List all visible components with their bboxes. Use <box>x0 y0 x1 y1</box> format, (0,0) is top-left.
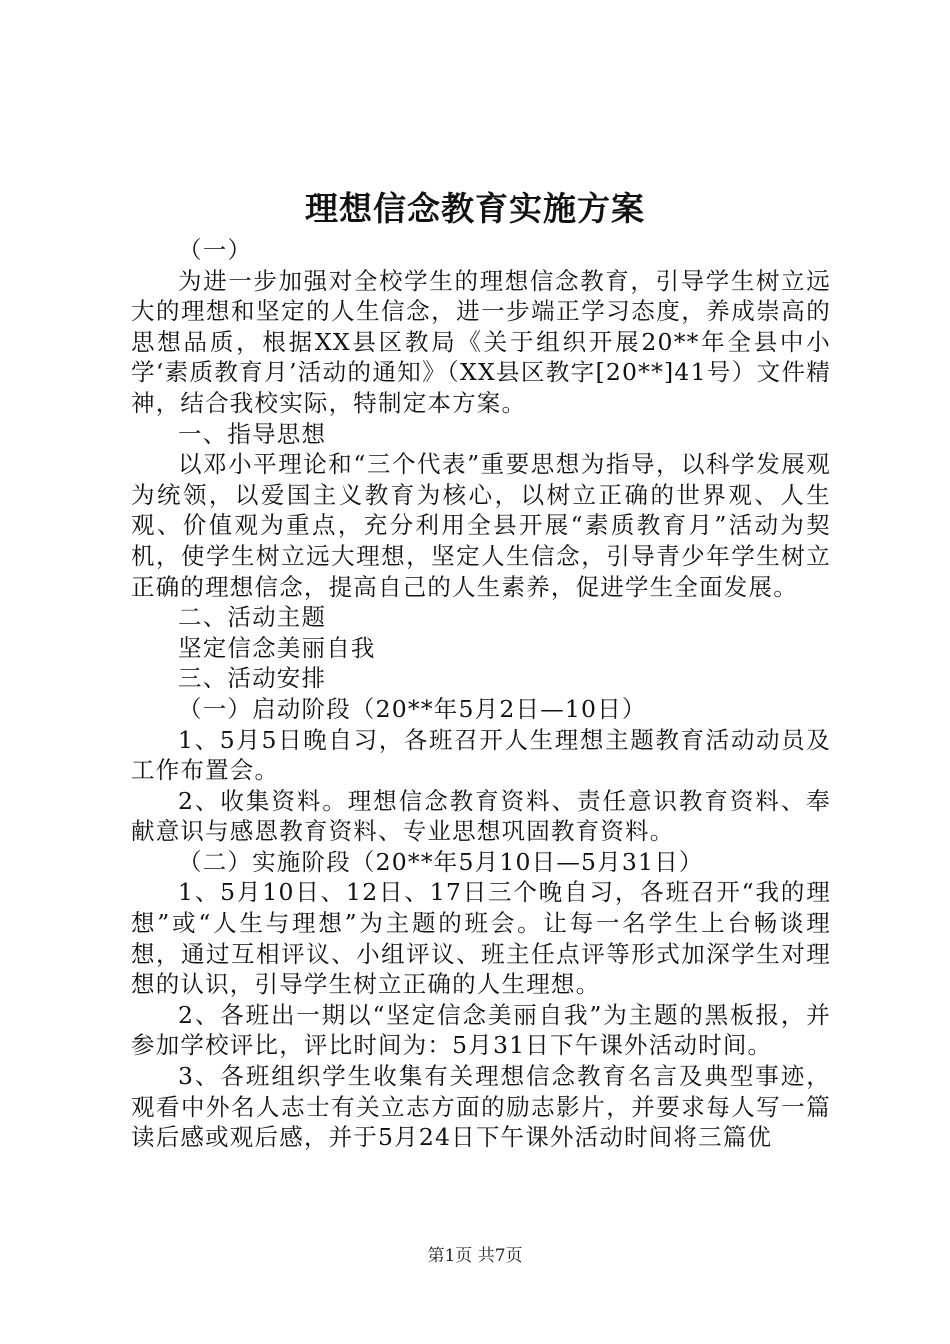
implementation-item-3: 3、各班组织学生收集有关理想信念教育名言及典型事迹，观看中外名人志士有关立志方面的励志影片，并要求每人写一篇读后感或观后感，并于5月24日下午课外活动时间将三篇优 <box>131 1062 831 1152</box>
guiding-thought-paragraph: 以邓小平理论和“三个代表”重要思想为指导，以科学发展观为统领，以爱国主义教育为核心，以树立正确的世界观、人生观、价值观为重点，充分利用全县开展“素质教育月”活动为契机，使学生树立远大理想，坚定人生信念，引导青少年学生树立正确的理想信念，提高自己的人生素养，促进学生全面发展。 <box>131 450 831 601</box>
page-footer: 第1页 共7页 <box>427 1246 523 1266</box>
implementation-item-2: 2、各班出一期以“坚定信念美丽自我”为主题的黑板报，并参加学校评比，评比时间为：5月31日下午课外活动时间。 <box>131 1000 831 1060</box>
implementation-item-1: 1、5月10日、12日、17日三个晚自习，各班召开“我的理想”或“人生与理想”为主题的班会。让每一名学生上台畅谈理想，通过互相评议、小组评议、班主任点评等形式加深学生对理想的认识，引导学生树立正确的人生理想。 <box>131 878 831 999</box>
launch-item-2: 2、收集资料。理想信念教育资料、责任意识教育资料、奉献意识与感恩教育资料、专业思想巩固教育资料。 <box>131 786 831 846</box>
launch-item-1: 1、5月5日晚自习，各班召开人生理想主题教育活动动员及工作布置会。 <box>131 725 831 785</box>
intro-paragraph: 为进一步加强对全校学生的理想信念教育，引导学生树立远大的理想和坚定的人生信念，进一步端正学习态度，养成崇高的思想品质，根据XX县区教局《关于组织开展20**年全县中小学‘素质教育月’活动的通知》（XX县区教字[20**]41号）文件精神，结合我校实际，特制定本方案。 <box>131 266 831 417</box>
document-body <box>131 235 831 1153</box>
heading-activity-theme: 二、活动主题 <box>178 603 327 632</box>
section-marker: （一） <box>178 236 253 264</box>
activity-theme-text: 坚定信念美丽自我 <box>178 633 376 662</box>
heading-activity-arrangement: 三、活动安排 <box>178 664 327 693</box>
heading-guiding-thought: 一、指导思想 <box>178 419 327 448</box>
document-title: 理想信念教育实施方案 <box>305 189 645 228</box>
subheading-launch-stage: （一）启动阶段（20**年5月2日—10日） <box>178 694 647 723</box>
subheading-implementation-stage: （二）实施阶段（20**年5月10日—5月31日） <box>178 847 704 876</box>
